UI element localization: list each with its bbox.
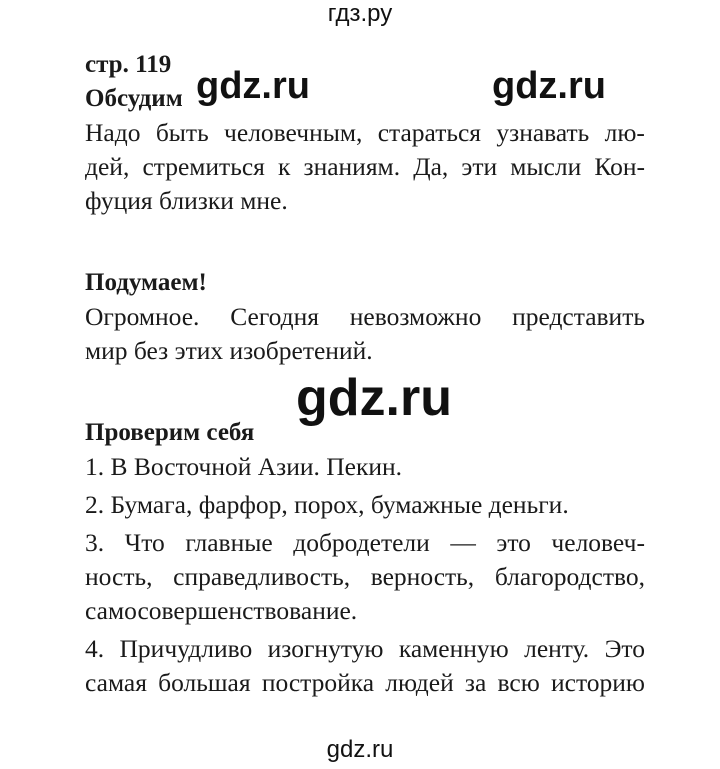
word: справедливость,: [173, 562, 351, 591]
word: Сегодня: [230, 302, 320, 331]
check-list: [85, 450, 645, 700]
word: историю: [551, 668, 645, 697]
word: лю-: [604, 118, 645, 147]
word: Причудливо: [119, 634, 253, 663]
site-footer: gdz.ru: [326, 736, 394, 763]
word: стараться: [377, 118, 482, 147]
discuss-text: [85, 116, 645, 218]
word: Огромное.: [85, 302, 200, 331]
think-text: [85, 300, 645, 368]
word: стремиться: [142, 152, 265, 181]
word: дей,: [85, 152, 130, 181]
site-header: гдз.ру: [327, 0, 393, 27]
answer-item-1: 1. В Восточной Азии. Пекин.: [85, 452, 403, 481]
watermark: gdz.ru: [492, 65, 606, 107]
word: Что: [124, 528, 165, 557]
word: быть: [155, 118, 209, 147]
section-title-think: Подумаем!: [85, 269, 207, 296]
word: самая: [85, 668, 147, 697]
word: 4.: [85, 634, 105, 663]
text-line: мир без этих изобретений.: [85, 336, 373, 365]
word: Надо: [85, 118, 141, 147]
text-line: фуция близки мне.: [85, 186, 288, 215]
text-line: [85, 300, 645, 334]
section-title-discuss: Обсудим: [85, 85, 183, 112]
word: это: [496, 528, 531, 557]
word: изогнутую: [267, 634, 384, 663]
word: мысли: [510, 152, 582, 181]
text-line: [85, 150, 645, 184]
word: узнавать: [496, 118, 590, 147]
answer-item-3-line: [85, 560, 645, 594]
word: —: [450, 528, 476, 557]
word: представить: [512, 302, 645, 331]
word: Кон-: [594, 152, 645, 181]
word: Да,: [413, 152, 449, 181]
word: верность,: [370, 562, 475, 591]
word: каменную: [398, 634, 509, 663]
watermark: gdz.ru: [296, 369, 452, 427]
word: добродетели: [293, 528, 430, 557]
word: человечным,: [224, 118, 363, 147]
watermark: gdz.ru: [196, 65, 310, 107]
word: 3.: [85, 528, 105, 557]
word: всю: [497, 668, 540, 697]
word: благородство,: [494, 562, 645, 591]
word: ность,: [85, 562, 153, 591]
word: большая: [158, 668, 251, 697]
page-number: стр. 119: [85, 51, 172, 78]
word: невозможно: [349, 302, 482, 331]
word: эти: [461, 152, 498, 181]
word: постройка: [261, 668, 375, 697]
word: знаниям.: [303, 152, 401, 181]
section-title-check: Проверим себя: [85, 419, 255, 446]
word: главные: [185, 528, 273, 557]
word: человеч-: [551, 528, 645, 557]
word: к: [278, 152, 291, 181]
word: людей: [385, 668, 454, 697]
answer-item-2: 2. Бумага, фарфор, порох, бумажные деньги.: [85, 490, 569, 519]
answer-item-3-line: самосовершенствование.: [85, 596, 358, 625]
answer-item-3-line: [85, 526, 645, 560]
answer-item-4-line: [85, 632, 645, 666]
word: за: [464, 668, 487, 697]
word: Это: [604, 634, 645, 663]
word: ленту.: [524, 634, 590, 663]
answer-item-4-line: [85, 666, 645, 700]
text-line: [85, 116, 645, 150]
